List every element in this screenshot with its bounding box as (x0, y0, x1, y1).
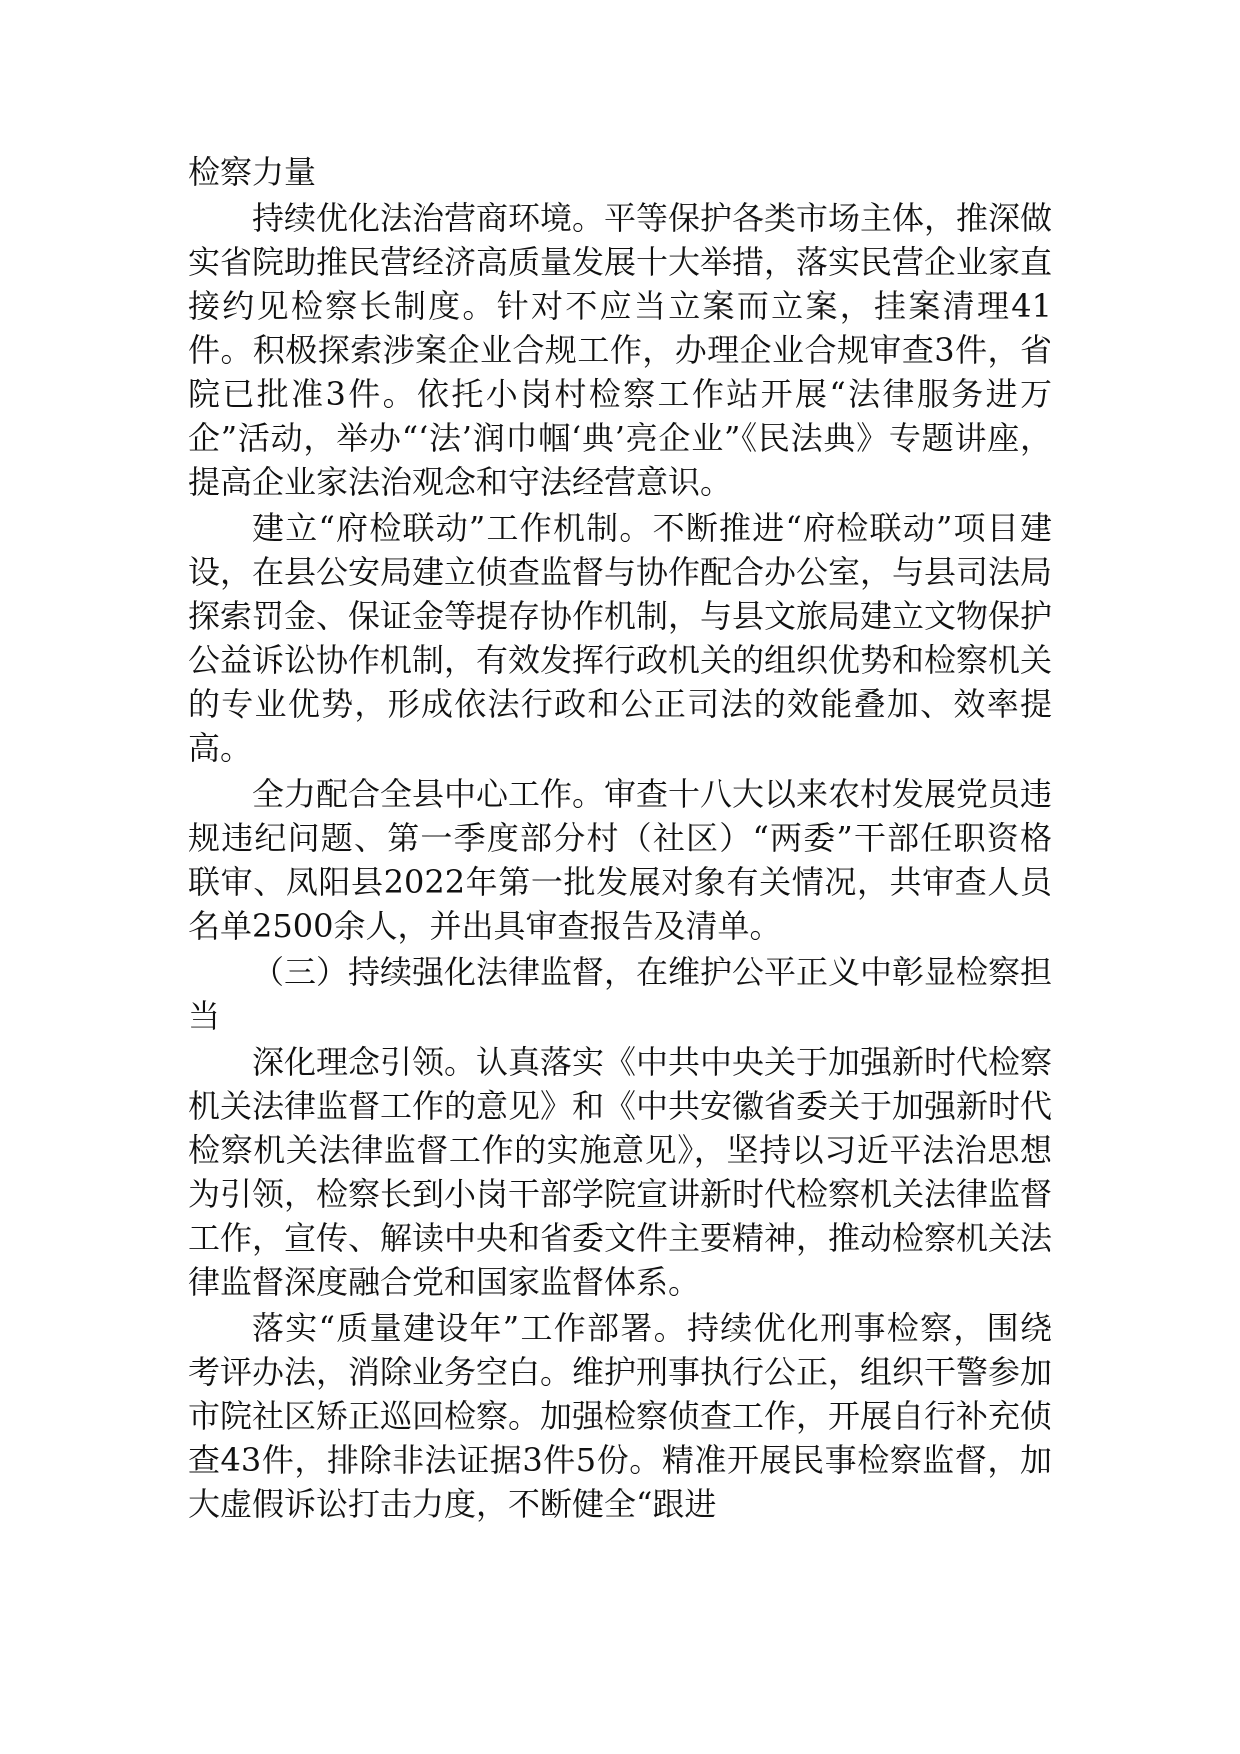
paragraph-continuation: 检察力量 (188, 153, 317, 191)
paragraph-government-procuratorate-linkage: 建立“府检联动”工作机制。不断推进“府检联动”项目建设，在县公安局建立侦查监督与协作配合办公室，与县司法局探索罚金、保证金等提存协作机制，与县文旅局建立文物保护公益诉讼协作机制，有效发挥行政机关的组织优势和检察机关的专业优势，形成依法行政和公正司法的效能叠加、效率提高。 (188, 509, 1053, 767)
section-heading-legal-supervision: （三）持续强化法律监督，在维护公平正义中彰显检察担当 (188, 953, 1053, 1035)
paragraph-business-environment: 持续优化法治营商环境。平等保护各类市场主体，推深做实省院助推民营经济高质量发展十大举措，落实民营企业家直接约见检察长制度。针对不应当立案而立案，挂案清理41件。积极探索涉案企业合规工作，办理企业合规审查3件，省院已批准3件。依托小岗村检察工作站开展“法律服务进万企”活动，举办“‘法’润巾帼‘典’亮企业”《民法典》专题讲座，提高企业家法治观念和守法经营意识。 (188, 199, 1053, 501)
paragraph-county-central-work: 全力配合全县中心工作。审查十八大以来农村发展党员违规违纪问题、第一季度部分村（社区）“两委”干部任职资格联审、凤阳县2022年第一批发展对象有关情况，共审查人员名单2500余人，并出具审查报告及清单。 (188, 775, 1053, 945)
paragraph-quality-construction-year: 落实“质量建设年”工作部署。持续优化刑事检察，围绕考评办法，消除业务空白。维护刑事执行公正，组织干警参加市院社区矫正巡回检察。加强检察侦查工作，开展自行补充侦查43件，排除非法证据3件5份。精准开展民事检察监督，加大虚假诉讼打击力度，不断健全“跟进 (188, 1309, 1053, 1523)
paragraph-concept-guidance: 深化理念引领。认真落实《中共中央关于加强新时代检察机关法律监督工作的意见》和《中共安徽省委关于加强新时代检察机关法律监督工作的实施意见》，坚持以习近平法治思想为引领，检察长到小岗干部学院宣讲新时代检察机关法律监督工作，宣传、解读中央和省委文件主要精神，推动检察机关法律监督深度融合党和国家监督体系。 (188, 1043, 1053, 1301)
document-body (188, 150, 1052, 1528)
